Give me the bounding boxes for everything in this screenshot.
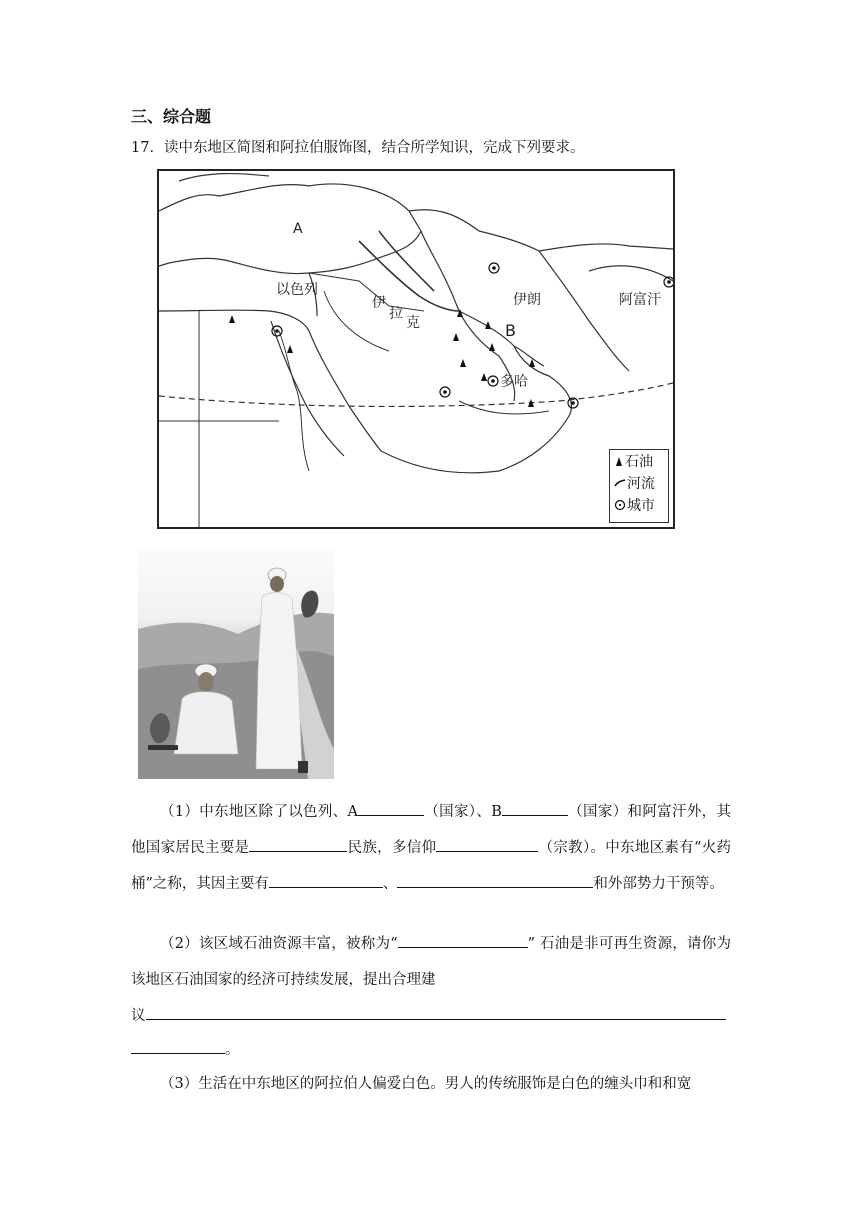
blank-country-B[interactable] (502, 797, 568, 816)
part-1 (131, 794, 731, 902)
part1-text-1: （1）中东地区除了以色列、A (160, 804, 358, 820)
part-2-answer-line-2 (131, 1032, 731, 1068)
legend-river-label: 河流 (627, 476, 655, 492)
part-3 (131, 1066, 731, 1102)
arab-dress-illustration (138, 549, 334, 779)
map-label-iran: 伊朗 (513, 292, 541, 308)
middle-east-map (157, 169, 675, 529)
part-2-answer-line (131, 998, 731, 1034)
question-number: 17． (131, 140, 164, 156)
map-label-B: B (505, 321, 516, 340)
question-17 (131, 136, 584, 157)
part1-text-2: （国家）、B (423, 804, 502, 820)
blank-reason-1[interactable] (269, 869, 383, 888)
part2-text-4: 。 (225, 1042, 240, 1058)
map-label-A: A (293, 221, 303, 237)
legend-oil-label: 石油 (625, 454, 653, 470)
legend-city-label: 城市 (627, 498, 655, 514)
blank-ethnicity[interactable] (249, 833, 347, 852)
part3-text-1: （3）生活在中东地区的阿拉伯人偏爱白色。男人的传统服饰是白色的缠头巾和和宽 (160, 1076, 692, 1092)
question-text: 读中东地区简图和阿拉伯服饰图，结合所学知识，完成下列要求。 (163, 140, 585, 156)
part1-text-4: 民族，多信仰 (347, 840, 437, 856)
river-icon (614, 477, 626, 489)
legend-river (610, 472, 668, 494)
part1-text-5: （宗教）。中东地区素有“火药桶”之称，其因主要有 (131, 840, 731, 892)
blank-religion[interactable] (436, 833, 538, 852)
legend-city (610, 494, 668, 516)
map-label-iraq-2: 拉 (389, 306, 403, 322)
section-title: 三、综合题 (131, 107, 212, 126)
part1-text-3: （国家）和阿富汗外，其他国家居民主要是 (131, 804, 732, 856)
blank-reason-2[interactable] (397, 869, 593, 888)
blank-suggestion-line-1[interactable] (146, 1001, 726, 1020)
blank-country-A[interactable] (358, 797, 424, 816)
map-legend (609, 449, 669, 523)
map-label-israel: 以色列 (276, 282, 318, 298)
part1-text-7: 和外部势力干预等。 (593, 876, 724, 892)
map-drawing (159, 171, 673, 527)
blank-nickname[interactable] (398, 929, 528, 948)
oil-icon (614, 455, 624, 467)
map-label-iraq-1: 伊 (372, 295, 386, 311)
map-label-iraq-3: 克 (406, 315, 420, 331)
arab-dress-photo (138, 549, 334, 779)
part2-text-2: ” 石油是非可再生资源，请你为该地区石油国家的经济可持续发展，提出合理建 (131, 936, 731, 988)
part2-text-1: （2）该区域石油资源丰富，被称为“ (160, 936, 398, 952)
part2-text-3: 议 (131, 1008, 146, 1024)
map-label-afghanistan: 阿富汗 (619, 292, 661, 308)
map-label-doha: 多哈 (500, 374, 528, 390)
part-2 (131, 926, 731, 998)
city-icon (614, 499, 626, 511)
legend-oil (610, 450, 668, 472)
blank-suggestion-line-2[interactable] (131, 1035, 225, 1054)
part1-text-6: 、 (382, 876, 398, 892)
